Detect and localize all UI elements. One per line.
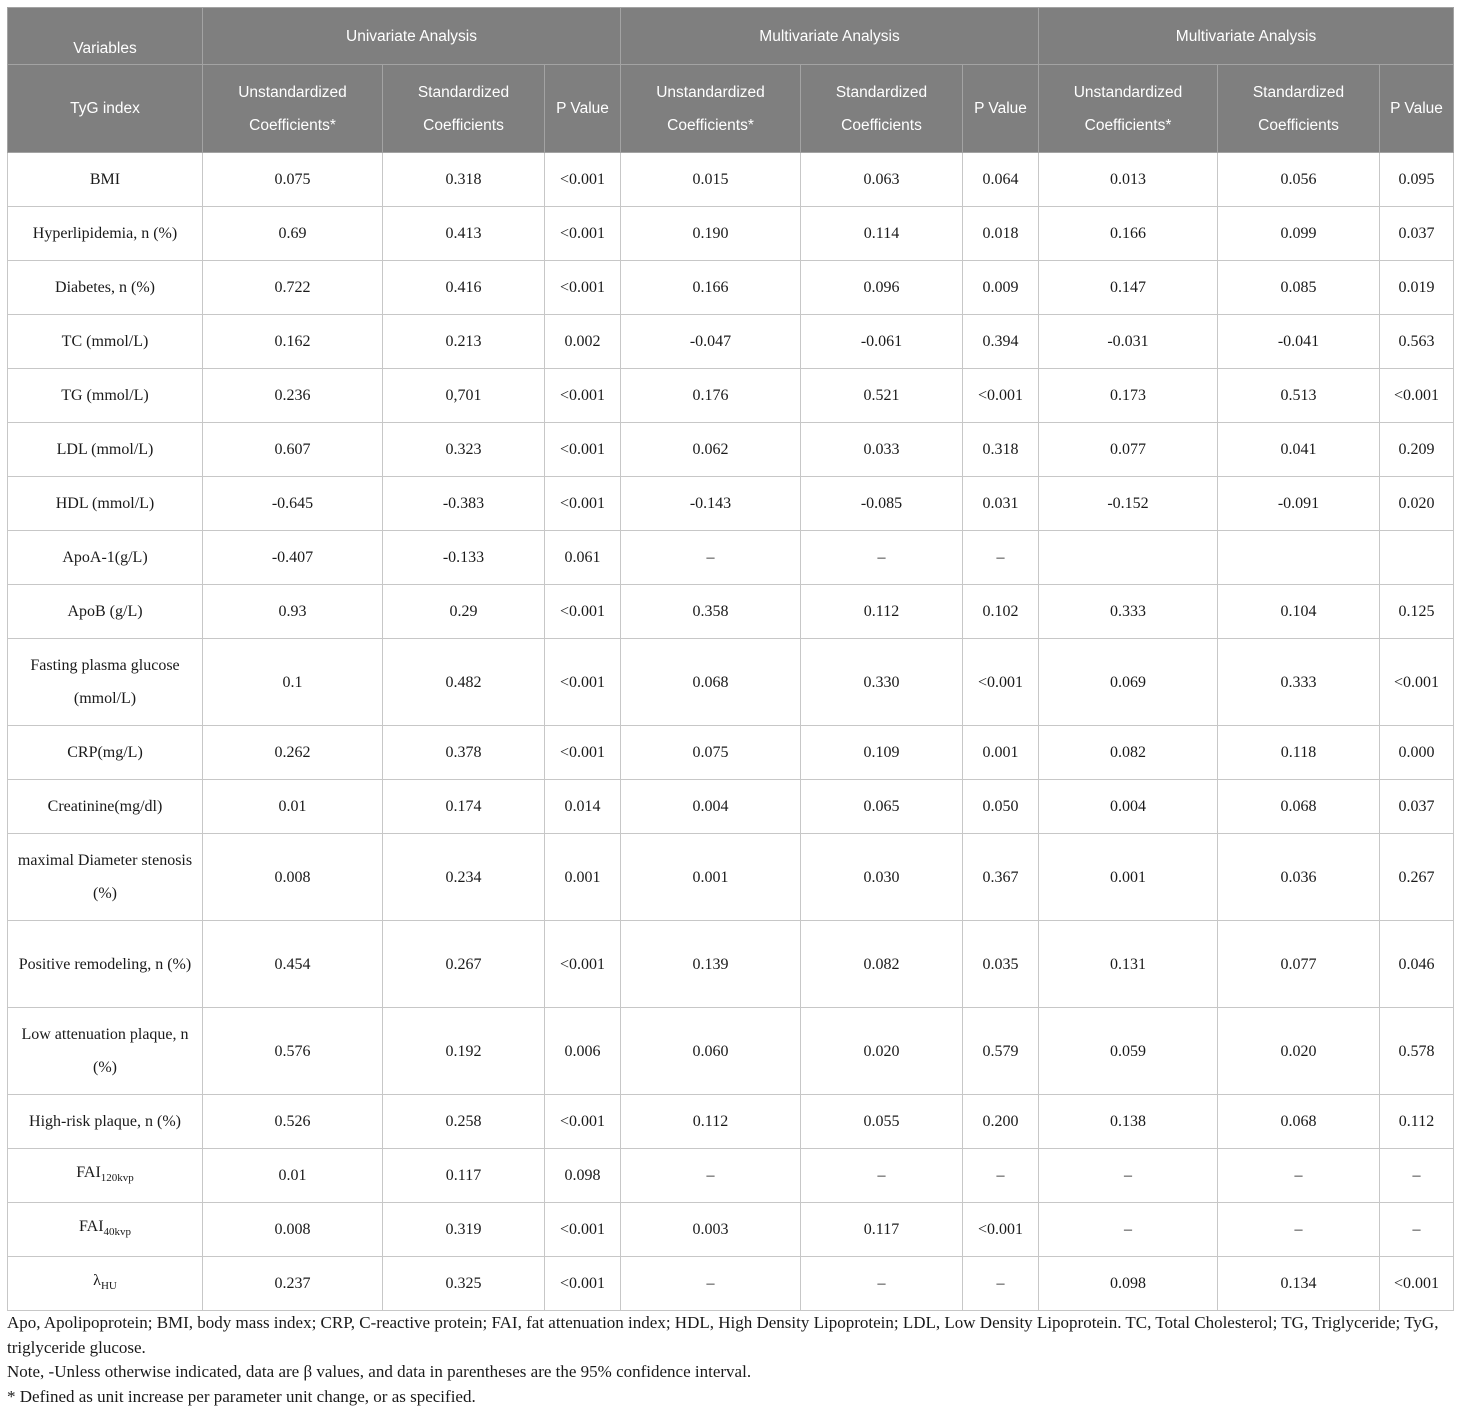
table-cell: 0.046 <box>1380 921 1454 1008</box>
table-cell: <0.001 <box>545 207 621 261</box>
row-variable-label <box>8 921 203 1008</box>
table-cell: 0.333 <box>1218 639 1380 726</box>
table-cell: 0.118 <box>1218 726 1380 780</box>
table-cell: 0.064 <box>963 153 1039 207</box>
table-cell: 0.378 <box>383 726 545 780</box>
variable-name: FAI <box>78 1218 104 1235</box>
table-cell: 0.069 <box>1039 639 1218 726</box>
table-cell: 0.521 <box>801 369 963 423</box>
row-variable-label <box>8 1149 203 1203</box>
table-cell: -0.152 <box>1039 477 1218 531</box>
table-cell: <0.001 <box>545 1203 621 1257</box>
table-row <box>8 477 1454 531</box>
table-cell: 0.209 <box>1380 423 1454 477</box>
table-row <box>8 153 1454 207</box>
table-cell: 0.190 <box>621 207 801 261</box>
table-cell: 0.147 <box>1039 261 1218 315</box>
header-unstd: Unstandardized Coefficients* <box>1039 65 1218 153</box>
table-cell: 0.061 <box>545 531 621 585</box>
header-multivariate-1: Multivariate Analysis <box>621 8 1039 65</box>
table-cell: 0.139 <box>621 921 801 1008</box>
variable-name: maximal Diameter stenosis (%) <box>17 852 193 902</box>
table-cell: 0.578 <box>1380 1008 1454 1095</box>
row-variable-label <box>8 369 203 423</box>
table-cell: 0.722 <box>203 261 383 315</box>
table-cell: 0.318 <box>963 423 1039 477</box>
variable-subscript: HU <box>100 1280 117 1292</box>
table-cell: 0.075 <box>621 726 801 780</box>
table-cell: 0.454 <box>203 921 383 1008</box>
table-cell: 0.098 <box>545 1149 621 1203</box>
variable-subscript: 40kvp <box>103 1226 132 1238</box>
table-cell: 0.262 <box>203 726 383 780</box>
table-cell: 0.69 <box>203 207 383 261</box>
table-cell: 0.131 <box>1039 921 1218 1008</box>
table-cell: <0.001 <box>545 639 621 726</box>
variable-name: TG (mmol/L) <box>61 387 149 404</box>
table-cell: 0.576 <box>203 1008 383 1095</box>
table-cell: – <box>963 531 1039 585</box>
table-cell: 0.018 <box>963 207 1039 261</box>
regression-table <box>7 7 1454 1311</box>
row-variable-label <box>8 1257 203 1311</box>
table-row <box>8 1257 1454 1311</box>
table-cell: 0.114 <box>801 207 963 261</box>
table-cell: -0.383 <box>383 477 545 531</box>
table-cell: 0.009 <box>963 261 1039 315</box>
row-variable-label <box>8 477 203 531</box>
table-cell: – <box>801 1149 963 1203</box>
row-variable-label <box>8 153 203 207</box>
table-cell: 0.019 <box>1380 261 1454 315</box>
header-p: P Value <box>1380 65 1454 153</box>
variable-subscript: 120kvp <box>100 1172 134 1184</box>
table-cell: 0.037 <box>1380 780 1454 834</box>
table-cell: – <box>1380 1149 1454 1203</box>
table-cell: <0.001 <box>545 1095 621 1149</box>
table-cell: 0.112 <box>621 1095 801 1149</box>
table-cell: 0.077 <box>1218 921 1380 1008</box>
table-cell: 0.323 <box>383 423 545 477</box>
variable-name: FAI <box>76 1164 101 1181</box>
table-row <box>8 261 1454 315</box>
table-cell: -0.041 <box>1218 315 1380 369</box>
table-cell: 0.001 <box>963 726 1039 780</box>
table-cell: – <box>1380 1203 1454 1257</box>
table-cell: 0.075 <box>203 153 383 207</box>
row-variable-label <box>8 423 203 477</box>
variable-name: Hyperlipidemia, n (%) <box>32 225 178 242</box>
table-cell: 0.166 <box>1039 207 1218 261</box>
table-cell: 0.358 <box>621 585 801 639</box>
table-cell: 0.008 <box>203 1203 383 1257</box>
header-row-subcolumns <box>8 65 1454 153</box>
table-cell: 0.063 <box>801 153 963 207</box>
table-row <box>8 1149 1454 1203</box>
row-variable-label <box>8 726 203 780</box>
variable-name: Diabetes, n (%) <box>55 279 155 296</box>
table-cell: 0.125 <box>1380 585 1454 639</box>
table-cell <box>1218 531 1380 585</box>
variable-name: ApoA-1(g/L) <box>62 549 148 566</box>
table-row <box>8 780 1454 834</box>
variable-name: λ <box>93 1272 101 1289</box>
table-cell: 0.333 <box>1039 585 1218 639</box>
table-cell: 0.020 <box>1380 477 1454 531</box>
table-cell: 0.050 <box>963 780 1039 834</box>
table-row <box>8 921 1454 1008</box>
table-cell: – <box>1218 1149 1380 1203</box>
table-cell: 0.234 <box>383 834 545 921</box>
table-cell: 0.033 <box>801 423 963 477</box>
table-cell: 0.056 <box>1218 153 1380 207</box>
table-cell: 0.077 <box>1039 423 1218 477</box>
table-cell: 0.319 <box>383 1203 545 1257</box>
table-cell: <0.001 <box>545 261 621 315</box>
row-variable-label <box>8 834 203 921</box>
table-cell: 0.068 <box>1218 1095 1380 1149</box>
table-cell: 0.002 <box>545 315 621 369</box>
table-cell: -0.645 <box>203 477 383 531</box>
table-cell: -0.061 <box>801 315 963 369</box>
table-cell: 0.176 <box>621 369 801 423</box>
table-cell: 0.29 <box>383 585 545 639</box>
table-cell: 0.006 <box>545 1008 621 1095</box>
table-cell: 0.166 <box>621 261 801 315</box>
table-cell: 0.367 <box>963 834 1039 921</box>
table-cell: 0.000 <box>1380 726 1454 780</box>
table-cell: 0.096 <box>801 261 963 315</box>
table-cell: -0.031 <box>1039 315 1218 369</box>
table-cell: 0.062 <box>621 423 801 477</box>
table-cell: 0.112 <box>1380 1095 1454 1149</box>
table-row <box>8 834 1454 921</box>
table-cell: 0.112 <box>801 585 963 639</box>
table-cell: 0.394 <box>963 315 1039 369</box>
table-cell: 0.099 <box>1218 207 1380 261</box>
table-cell: 0.267 <box>1380 834 1454 921</box>
table-cell: 0.01 <box>203 1149 383 1203</box>
table-cell: 0.93 <box>203 585 383 639</box>
table-cell: – <box>621 531 801 585</box>
header-std: Standardized Coefficients <box>383 65 545 153</box>
table-cell <box>1039 531 1218 585</box>
table-cell: 0.162 <box>203 315 383 369</box>
table-cell: 0.020 <box>801 1008 963 1095</box>
table-cell: 0.041 <box>1218 423 1380 477</box>
table-row <box>8 423 1454 477</box>
table-cell: -0.143 <box>621 477 801 531</box>
table-cell: 0.082 <box>1039 726 1218 780</box>
variable-name: Creatinine(mg/dl) <box>47 798 163 815</box>
header-variables: Variables <box>8 8 203 65</box>
header-row-label: TyG index <box>8 65 203 153</box>
table-cell: -0.047 <box>621 315 801 369</box>
table-cell: 0.267 <box>383 921 545 1008</box>
row-variable-label <box>8 315 203 369</box>
table-cell: 0.1 <box>203 639 383 726</box>
table-cell: 0.173 <box>1039 369 1218 423</box>
table-row <box>8 1008 1454 1095</box>
table-cell: <0.001 <box>1380 369 1454 423</box>
table-cell: 0.109 <box>801 726 963 780</box>
table-cell: – <box>801 531 963 585</box>
table-cell: 0.102 <box>963 585 1039 639</box>
table-cell: 0.117 <box>801 1203 963 1257</box>
table-cell: 0.082 <box>801 921 963 1008</box>
table-cell: <0.001 <box>545 369 621 423</box>
table-cell: – <box>1039 1203 1218 1257</box>
table-cell: 0.579 <box>963 1008 1039 1095</box>
variable-name: CRP(mg/L) <box>67 744 143 761</box>
table-cell: 0.001 <box>1039 834 1218 921</box>
table-cell: 0.060 <box>621 1008 801 1095</box>
table-cell: 0.213 <box>383 315 545 369</box>
table-cell: <0.001 <box>963 1203 1039 1257</box>
table-cell: 0.030 <box>801 834 963 921</box>
table-cell: 0.014 <box>545 780 621 834</box>
table-cell: 0.526 <box>203 1095 383 1149</box>
table-cell: 0.004 <box>621 780 801 834</box>
table-cell: 0.068 <box>621 639 801 726</box>
table-cell <box>1380 531 1454 585</box>
header-p: P Value <box>963 65 1039 153</box>
table-cell: -0.085 <box>801 477 963 531</box>
header-p: P Value <box>545 65 621 153</box>
table-cell: 0.055 <box>801 1095 963 1149</box>
table-cell: – <box>1039 1149 1218 1203</box>
table-cell: <0.001 <box>545 423 621 477</box>
table-cell: 0.563 <box>1380 315 1454 369</box>
table-cell: – <box>621 1257 801 1311</box>
table-cell: <0.001 <box>545 921 621 1008</box>
table-cell: 0.031 <box>963 477 1039 531</box>
variable-name: LDL (mmol/L) <box>56 441 154 458</box>
table-cell: 0.035 <box>963 921 1039 1008</box>
table-cell: 0.068 <box>1218 780 1380 834</box>
table-cell: 0.104 <box>1218 585 1380 639</box>
table-cell: 0.138 <box>1039 1095 1218 1149</box>
table-row <box>8 1203 1454 1257</box>
row-variable-label <box>8 261 203 315</box>
table-cell: <0.001 <box>545 1257 621 1311</box>
table-cell: 0.013 <box>1039 153 1218 207</box>
table-cell: 0.236 <box>203 369 383 423</box>
table-footnotes <box>7 1311 1457 1409</box>
table-cell: 0.020 <box>1218 1008 1380 1095</box>
table-cell: <0.001 <box>545 585 621 639</box>
table-cell: <0.001 <box>545 477 621 531</box>
table-cell: -0.407 <box>203 531 383 585</box>
table-cell: 0.01 <box>203 780 383 834</box>
table-cell: 0.200 <box>963 1095 1039 1149</box>
table-cell: 0.192 <box>383 1008 545 1095</box>
table-cell: <0.001 <box>1380 1257 1454 1311</box>
variable-name: Fasting plasma glucose (mmol/L) <box>30 657 180 707</box>
table-cell: 0.001 <box>545 834 621 921</box>
header-multivariate-2: Multivariate Analysis <box>1039 8 1454 65</box>
table-cell: 0,701 <box>383 369 545 423</box>
table-cell: 0.174 <box>383 780 545 834</box>
table-cell: 0.085 <box>1218 261 1380 315</box>
table-cell: 0.004 <box>1039 780 1218 834</box>
header-univariate: Univariate Analysis <box>203 8 621 65</box>
table-cell: <0.001 <box>545 153 621 207</box>
row-variable-label <box>8 780 203 834</box>
table-cell: 0.117 <box>383 1149 545 1203</box>
row-variable-label <box>8 1095 203 1149</box>
footnote-asterisk: * Defined as unit increase per parameter unit change, or as specified. <box>7 1386 476 1406</box>
variable-name: Positive remodeling, n (%) <box>18 955 192 973</box>
table-cell: 0.258 <box>383 1095 545 1149</box>
header-unstd: Unstandardized Coefficients* <box>203 65 383 153</box>
table-cell: 0.513 <box>1218 369 1380 423</box>
table-cell: 0.482 <box>383 639 545 726</box>
table-row <box>8 315 1454 369</box>
table-row <box>8 585 1454 639</box>
table-cell: – <box>621 1149 801 1203</box>
table-row <box>8 1095 1454 1149</box>
row-variable-label <box>8 1203 203 1257</box>
table-cell: <0.001 <box>545 726 621 780</box>
variable-name: BMI <box>89 171 121 188</box>
footnote-abbreviations: Apo, Apolipoprotein; BMI, body mass index; CRP, C-reactive protein; FAI, fat attenuation index; HDL, High Density Lipoprotein; LDL, Low Density Lipoprotein. TC, Total Cholesterol; TG, Triglyceride; TyG, triglyceride glucose. <box>7 1313 1439 1357</box>
table-cell: 0.065 <box>801 780 963 834</box>
header-row-groups <box>8 8 1454 65</box>
table-cell: 0.330 <box>801 639 963 726</box>
row-variable-label <box>8 207 203 261</box>
table-cell: 0.237 <box>203 1257 383 1311</box>
row-variable-label <box>8 531 203 585</box>
table-cell: -0.091 <box>1218 477 1380 531</box>
row-variable-label <box>8 639 203 726</box>
table-row <box>8 726 1454 780</box>
table-cell: 0.325 <box>383 1257 545 1311</box>
row-variable-label <box>8 1008 203 1095</box>
header-std: Standardized Coefficients <box>801 65 963 153</box>
table-cell: 0.003 <box>621 1203 801 1257</box>
table-cell: 0.134 <box>1218 1257 1380 1311</box>
table-row <box>8 369 1454 423</box>
table-cell: 0.036 <box>1218 834 1380 921</box>
table-cell: – <box>1218 1203 1380 1257</box>
table-cell: 0.098 <box>1039 1257 1218 1311</box>
table-row <box>8 639 1454 726</box>
table-cell: – <box>963 1149 1039 1203</box>
table-cell: 0.008 <box>203 834 383 921</box>
header-unstd: Unstandardized Coefficients* <box>621 65 801 153</box>
table-cell: 0.416 <box>383 261 545 315</box>
header-std: Standardized Coefficients <box>1218 65 1380 153</box>
table-cell: 0.095 <box>1380 153 1454 207</box>
table-cell: 0.001 <box>621 834 801 921</box>
variable-name: HDL (mmol/L) <box>55 495 155 512</box>
table-cell: <0.001 <box>1380 639 1454 726</box>
table-row <box>8 207 1454 261</box>
table-cell: <0.001 <box>963 369 1039 423</box>
table-row <box>8 531 1454 585</box>
table-cell: 0.059 <box>1039 1008 1218 1095</box>
table-cell: – <box>801 1257 963 1311</box>
table-cell: 0.607 <box>203 423 383 477</box>
variable-name: Low attenuation plaque, n (%) <box>21 1026 189 1076</box>
table-cell: – <box>963 1257 1039 1311</box>
table-cell: -0.133 <box>383 531 545 585</box>
table-cell: 0.037 <box>1380 207 1454 261</box>
variable-name: ApoB (g/L) <box>67 603 143 620</box>
table-body <box>8 153 1454 1311</box>
table-cell: 0.318 <box>383 153 545 207</box>
footnote-note: Note, -Unless otherwise indicated, data are β values, and data in parentheses are the 95% confidence interval. <box>7 1362 752 1381</box>
table-cell: <0.001 <box>963 639 1039 726</box>
table-cell: 0.015 <box>621 153 801 207</box>
row-variable-label <box>8 585 203 639</box>
table-cell: 0.413 <box>383 207 545 261</box>
variable-name: High-risk plaque, n (%) <box>29 1113 181 1130</box>
variable-name: TC (mmol/L) <box>61 333 149 350</box>
